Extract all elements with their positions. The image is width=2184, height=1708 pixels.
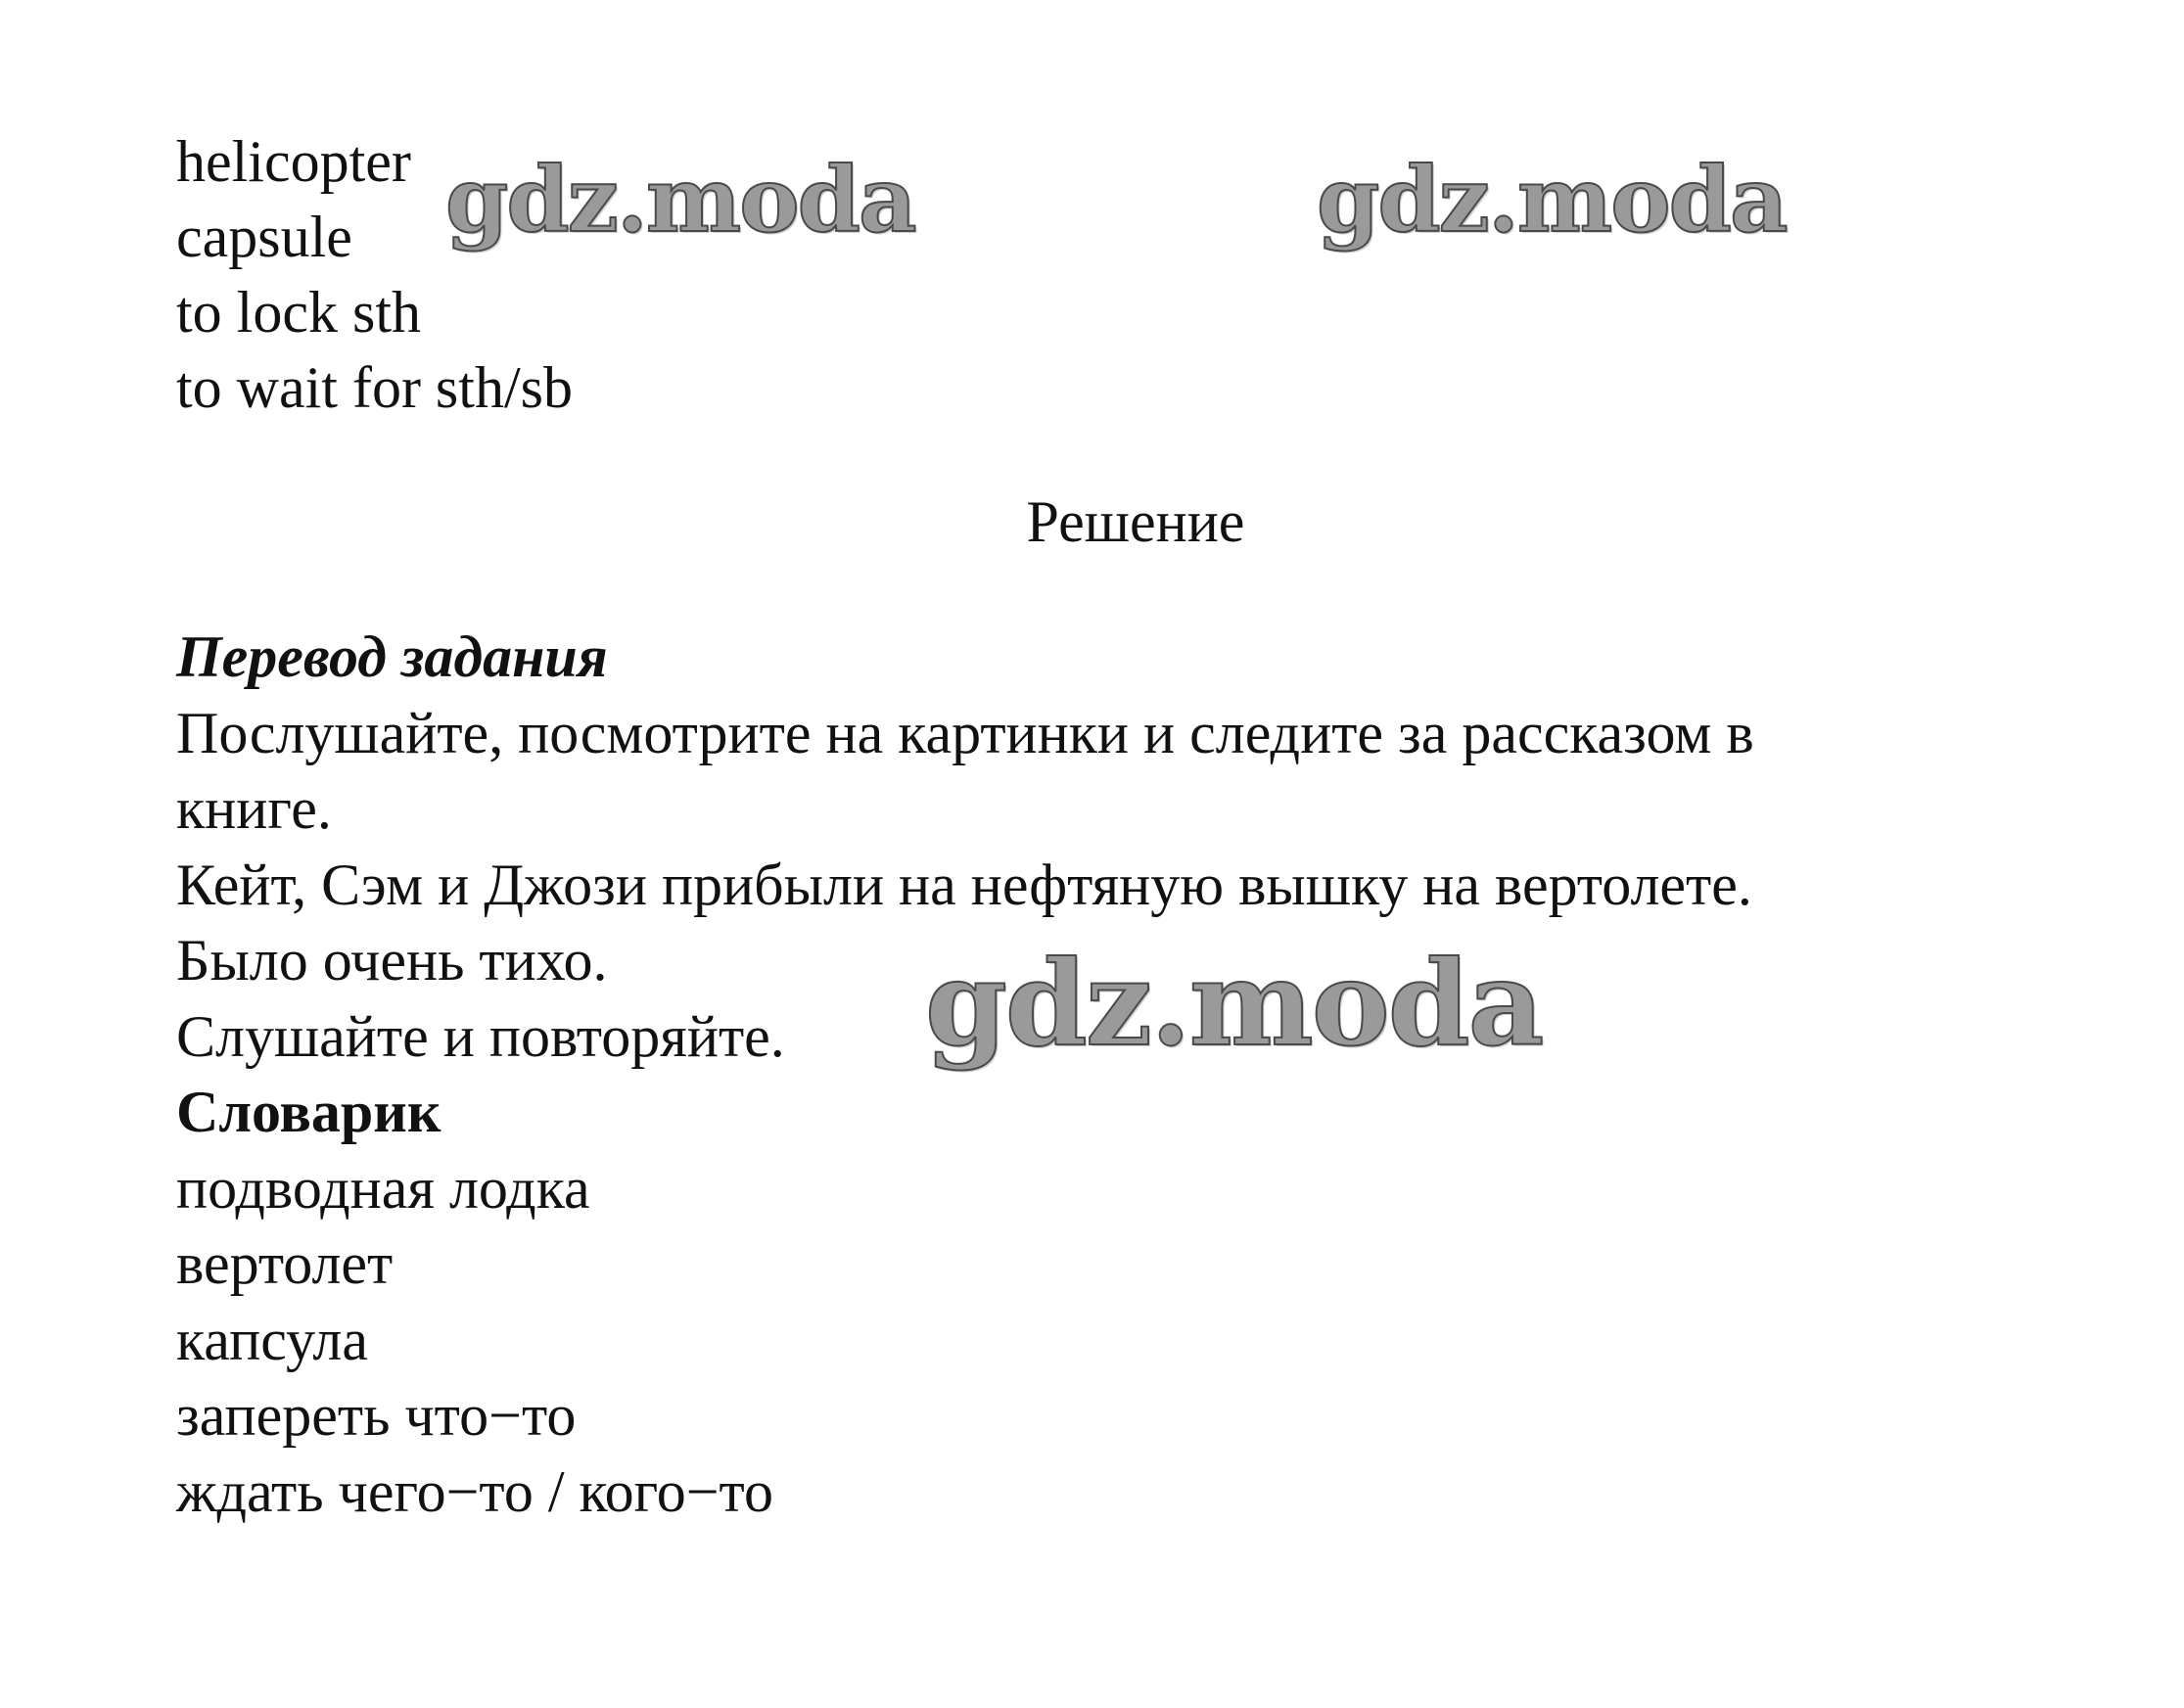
glossary-item: запереть что−то <box>176 1383 577 1448</box>
vocab-en-item: to lock sth <box>176 280 421 345</box>
glossary-heading: Словарик <box>176 1080 441 1144</box>
translation-line: Послушайте, посмотрите на картинки и следите за рассказом в <box>176 701 1754 765</box>
translation-line: Слушайте и повторяйте. <box>176 1004 785 1069</box>
translation-line: Кейт, Сэм и Джози прибыли на нефтяную вышку на вертолете. <box>176 853 1752 917</box>
glossary-item: ждать чего−то / кого−то <box>176 1459 773 1524</box>
translation-line: книге. <box>176 776 332 841</box>
glossary-item: вертолет <box>176 1231 394 1296</box>
translation-line: Было очень тихо. <box>176 928 608 992</box>
glossary-item: подводная лодка <box>176 1156 590 1221</box>
watermark: gdz.moda <box>925 935 1543 1073</box>
solution-heading: Решение <box>1026 489 1245 554</box>
vocab-en-item: to wait for sth/sb <box>176 355 573 420</box>
watermark: gdz.moda <box>445 147 915 253</box>
glossary-item: капсула <box>176 1308 368 1372</box>
vocab-en-item: helicopter <box>176 129 411 194</box>
vocab-en-item: capsule <box>176 205 352 269</box>
watermark: gdz.moda <box>1317 147 1787 253</box>
translation-heading: Перевод задания <box>176 624 608 689</box>
